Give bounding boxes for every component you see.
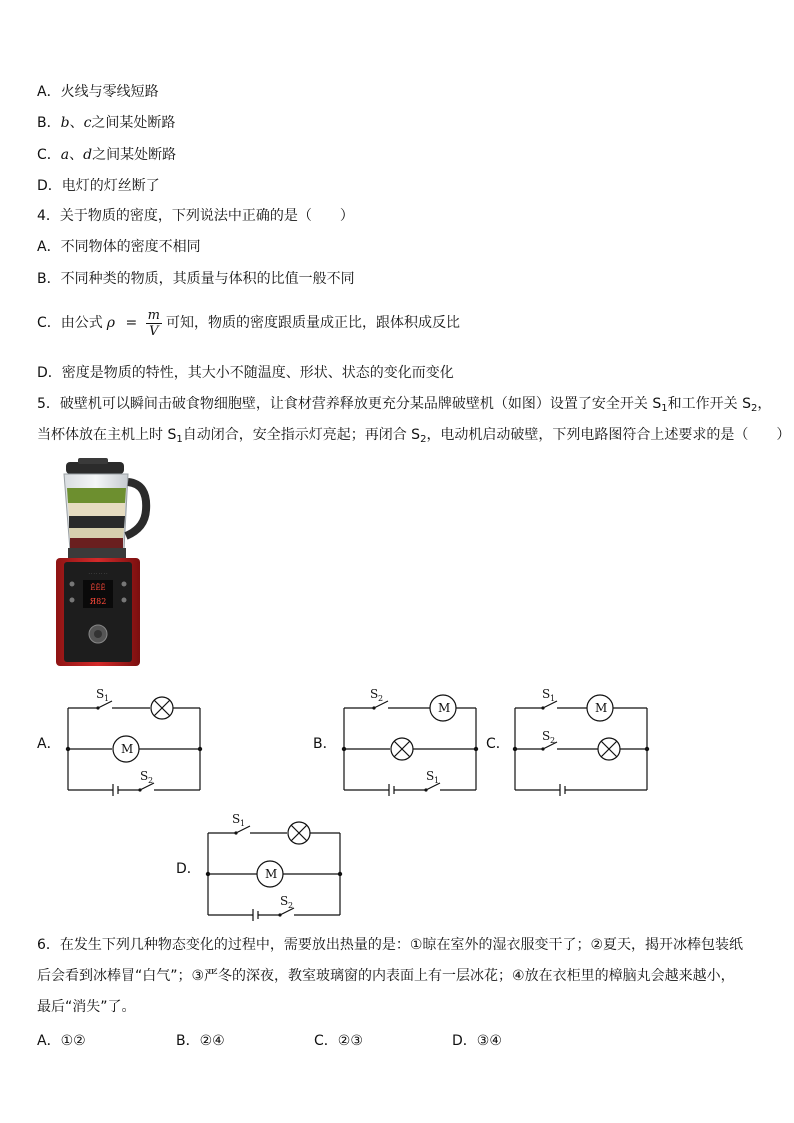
svg-text:2: 2 <box>288 901 294 910</box>
q6-option-d: D．③④ <box>452 1033 502 1049</box>
circuit-c <box>507 683 657 795</box>
svg-text:S: S <box>542 729 551 743</box>
q4-option-b: B．不同种类的物质，其质量与体积的比值一般不同 <box>37 271 355 287</box>
q4-option-d: D．密度是物质的特性，其大小不随温度、形状、状态的变化而变化 <box>37 365 454 381</box>
q3-option-d: D．电灯的灯丝断了 <box>37 178 160 194</box>
circuit-d-label: D． <box>176 861 201 877</box>
svg-text:1: 1 <box>550 694 556 703</box>
circuit-d <box>200 808 350 920</box>
q6-option-a: A．①② <box>37 1033 86 1049</box>
svg-text:M: M <box>595 701 608 715</box>
svg-text:S: S <box>280 894 289 908</box>
circuit-b <box>336 683 486 795</box>
circuit-b-label: B． <box>313 736 337 752</box>
svg-text:1: 1 <box>434 776 440 785</box>
svg-text:M: M <box>438 701 451 715</box>
circuit-a-label: A． <box>37 736 61 752</box>
svg-text:ЁЁЁ: ЁЁЁ <box>90 584 106 592</box>
svg-text:M: M <box>121 742 134 756</box>
q6-option-c: C．②③ <box>314 1033 363 1049</box>
svg-text:2: 2 <box>378 694 384 703</box>
q6-stem-line1: 6．在发生下列几种物态变化的过程中，需要放出热量的是：①晾在室外的湿衣服变干了；②夏天，揭开冰棒包装纸 <box>37 937 744 953</box>
q4-option-a: A．不同物体的密度不相同 <box>37 239 201 255</box>
svg-text:S: S <box>542 687 551 701</box>
svg-text:2: 2 <box>550 736 556 745</box>
svg-text:S: S <box>96 687 105 701</box>
q3-option-a: A．火线与零线短路 <box>37 84 159 100</box>
blender-image <box>50 458 150 670</box>
svg-text:2: 2 <box>148 776 154 785</box>
svg-text:S: S <box>370 687 379 701</box>
circuit-c-label: C． <box>486 736 510 752</box>
svg-text:1: 1 <box>104 694 110 703</box>
svg-text:· · · · · · · ·: · · · · · · · · <box>88 571 108 576</box>
q3-option-c: C．a、d之间某处断路 <box>37 147 177 163</box>
svg-text:S: S <box>232 812 241 826</box>
density-fraction: $\frac{m}{V}$ <box>147 307 160 339</box>
q4-stem: 4．关于物质的密度，下列说法中正确的是（ ） <box>37 208 354 224</box>
svg-text:S: S <box>140 769 149 783</box>
svg-text:S: S <box>426 769 435 783</box>
svg-text:1: 1 <box>240 819 246 828</box>
circuit-a <box>60 683 210 795</box>
q6-stem-line3: 最后“消失”了。 <box>37 999 136 1015</box>
svg-text:M: M <box>265 867 278 881</box>
q5-stem-line1: 5．破壁机可以瞬间击破食物细胞壁，让食材营养释放更充分某品牌破壁机（如图）设置了安全开关 $S_1$和工作开关 $S_2$， <box>37 396 772 414</box>
q3-option-b: B．b、c之间某处断路 <box>37 115 176 131</box>
q6-option-b: B．②④ <box>176 1033 225 1049</box>
q6-stem-line2: 后会看到冰棒冒“白气”；③严冬的深夜，教室玻璃窗的内表面上有一层冰花；④放在衣柜里的樟脑丸会越来越小， <box>37 968 735 984</box>
q5-stem-line2: 当杯体放在主机上时 $S_1$自动闭合，安全指示灯亮起；再闭合 $S_2$，电动机启动破壁，下列电路图符合上述要求的是（ ） <box>37 427 791 445</box>
q4-option-c: C．由公式 ρ = $\frac{m}{V}$ 可知，物质的密度跟质量成正比，跟体积成反比 <box>37 307 460 339</box>
svg-text:Я82: Я82 <box>89 597 107 606</box>
